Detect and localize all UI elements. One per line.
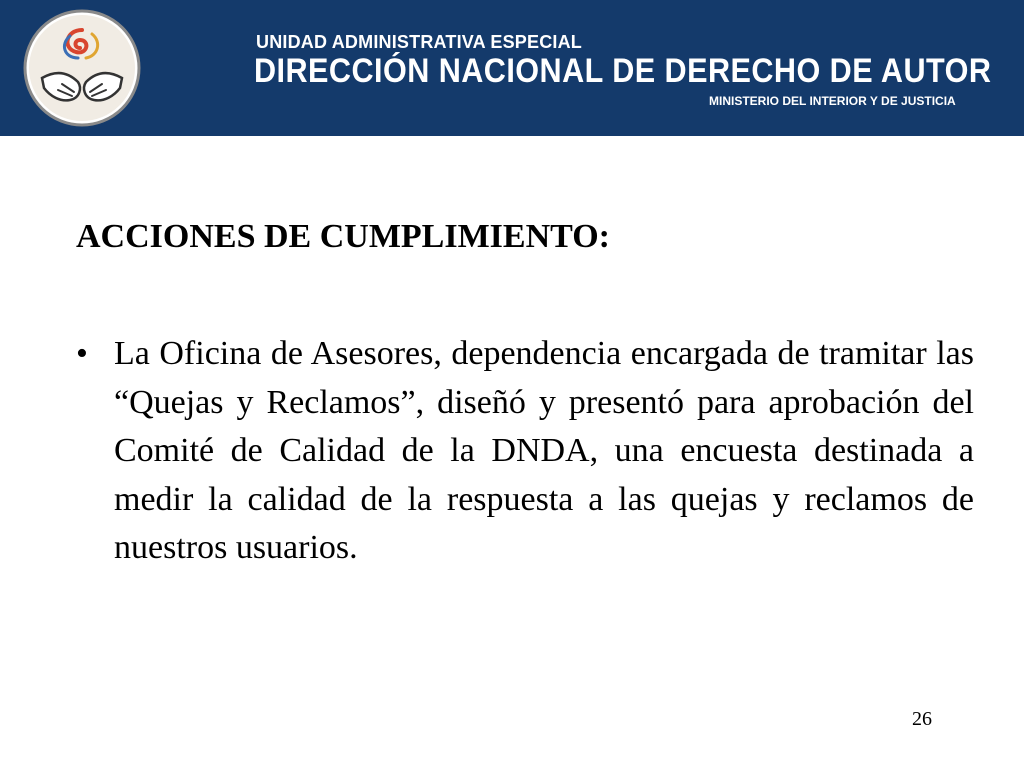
hands-spiral-logo-icon xyxy=(22,8,142,128)
header-institution-name: DIRECCIÓN NACIONAL DE DERECHO DE AUTOR xyxy=(254,52,992,90)
bullet-item xyxy=(76,330,974,573)
bullet-text: La Oficina de Asesores, dependencia encargada de tramitar las “Quejas y Reclamos”, diseñó y presentó para aprobación del Comité de Calidad de la DNDA, una encuesta destinada a medir la calidad de la respuesta a las quejas y reclamos de nuestros usuarios. xyxy=(114,335,974,566)
header-unit-label: UNIDAD ADMINISTRATIVA ESPECIAL xyxy=(256,32,583,52)
header-banner xyxy=(0,0,1024,136)
page-number: 26 xyxy=(912,708,932,730)
header-ministry-label: MINISTERIO DEL INTERIOR Y DE JUSTICIA xyxy=(709,94,956,108)
bullet-marker: • xyxy=(76,335,88,372)
slide-title: ACCIONES DE CUMPLIMIENTO: xyxy=(76,218,610,255)
